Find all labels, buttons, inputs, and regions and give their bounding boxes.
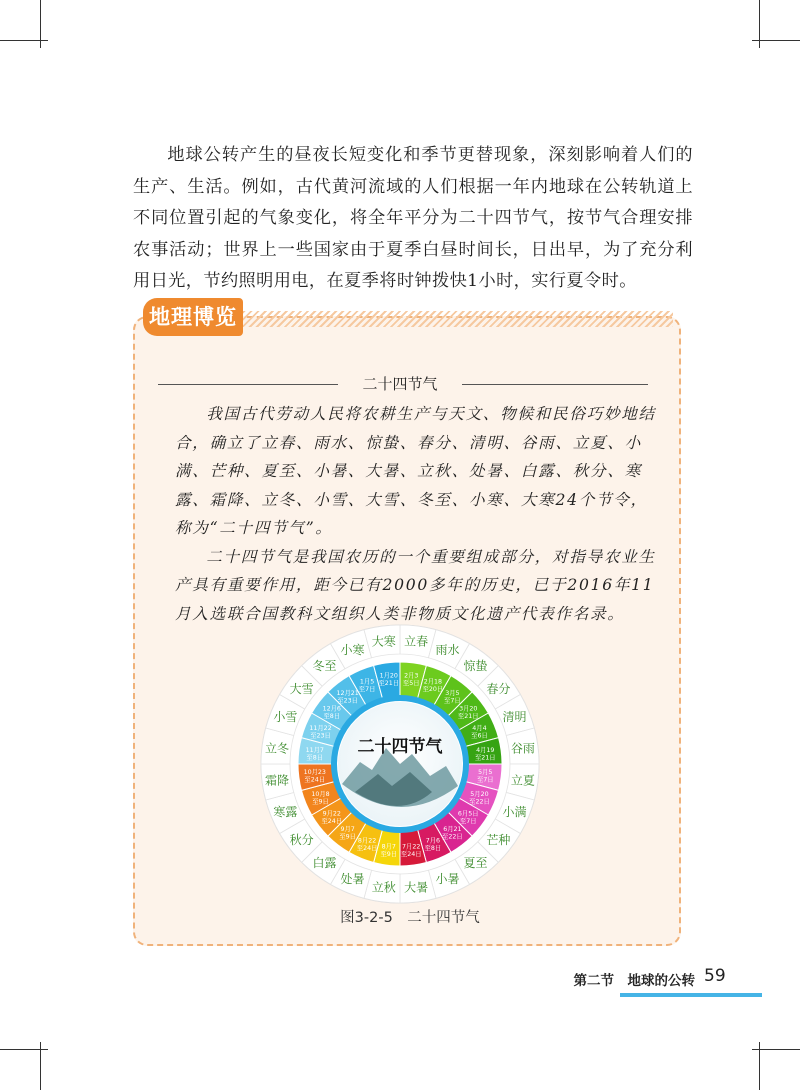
main-paragraph-text: 地球公转产生的昼夜长短变化和季节更替现象，深刻影响着人们的生产、生活。例如，古代黄河流域的人们根据一年内地球在公转轨道上不同位置引起的气象变化，将全年平分为二十四节气，按节气合理安排农事活动；世界上一些国家由于夏季白昼时间长，日出早，为了充分利用日光，节约照明用电，在夏季将时钟拨快1小时，实行夏令时。 xyxy=(133,145,693,291)
title-rule-left xyxy=(158,384,338,385)
term-name-label: 白露 xyxy=(312,855,337,870)
box-body xyxy=(175,400,665,628)
crop-mark xyxy=(0,40,48,41)
term-name-label: 小暑 xyxy=(435,872,460,887)
tab-stripe xyxy=(243,311,673,327)
term-name-label: 秋分 xyxy=(289,832,314,847)
term-name-label: 立夏 xyxy=(510,773,535,788)
term-date-label: 4月4 至6日 xyxy=(471,725,488,740)
term-name-label: 小满 xyxy=(502,804,527,819)
term-date-label: 6月5日至7日 xyxy=(457,810,479,825)
term-name-label: 寒露 xyxy=(273,804,298,819)
term-name-label: 春分 xyxy=(486,682,511,697)
crop-mark xyxy=(752,40,800,41)
term-name-label: 小寒 xyxy=(340,642,365,657)
crop-mark xyxy=(0,1049,48,1050)
term-name-label: 谷雨 xyxy=(510,741,535,756)
term-name-label: 夏至 xyxy=(463,855,488,870)
crop-mark xyxy=(752,1049,800,1050)
term-date-label: 12月21 至23日 xyxy=(336,689,359,705)
term-date-label: 8月22 至24日 xyxy=(356,837,378,852)
term-name-label: 立冬 xyxy=(265,741,290,756)
title-rule-right xyxy=(462,384,648,385)
term-date-label: 9月22 至24日 xyxy=(321,810,343,825)
term-name-label: 立秋 xyxy=(371,880,396,895)
term-date-label: 4月19 至21日 xyxy=(474,746,496,762)
term-name-label: 立春 xyxy=(404,634,429,649)
term-name-label: 大暑 xyxy=(404,880,429,895)
term-name-label: 大雪 xyxy=(289,682,314,697)
figure-caption: 图3-2-5 二十四节气 xyxy=(340,910,480,926)
term-date-label: 7月6 至8日 xyxy=(424,837,442,852)
term-date-label: 3月5 至7日 xyxy=(444,689,461,705)
page-number: 59 xyxy=(704,966,726,986)
term-date-label: 11月7 至8日 xyxy=(305,746,324,762)
term-name-label: 芒种 xyxy=(486,832,511,847)
term-date-label: 7月22 至24日 xyxy=(400,843,422,858)
term-name-label: 雨水 xyxy=(435,642,460,657)
solar-terms-wheel xyxy=(260,624,540,904)
term-date-label: 12月6 至8日 xyxy=(322,705,341,721)
term-date-label: 6月21 至22日 xyxy=(442,826,463,841)
term-date-label: 11月22 至23日 xyxy=(309,725,332,740)
term-date-label: 5月5 至7日 xyxy=(476,769,494,784)
term-date-label: 8月7 至9日 xyxy=(380,843,398,858)
term-name-label: 处暑 xyxy=(340,872,365,887)
term-name-label: 惊蛰 xyxy=(463,659,488,674)
term-date-label: 10月8 至9日 xyxy=(311,790,330,806)
wheel-center-label: 二十四节气 xyxy=(357,737,443,757)
box-paragraph-2: 二十四节气是我国农历的一个重要组成部分，对指导农业生产具有重要作用，距今已有2000多年的历史，已于2016年11月入选联合国教科文组织人类非物质文化遗产代表作名录。 xyxy=(175,547,656,623)
term-name-label: 霜降 xyxy=(265,773,290,788)
term-date-label: 5月20 至22日 xyxy=(469,790,490,806)
box-title: 二十四节气 xyxy=(362,375,438,393)
footer-section: 第二节 地球的公转 xyxy=(573,973,695,989)
term-name-label: 冬至 xyxy=(312,659,337,674)
term-date-label: 3月20 至21日 xyxy=(457,705,479,721)
term-name-label: 大寒 xyxy=(371,634,396,649)
term-date-label: 1月20 至21日 xyxy=(378,672,400,688)
term-name-label: 清明 xyxy=(502,710,527,725)
box-tab-label: 地理博览 xyxy=(143,298,243,336)
term-date-label: 2月3 至5日 xyxy=(402,672,420,688)
term-date-label: 2月18 至20日 xyxy=(422,678,444,694)
term-date-label: 9月7 至9日 xyxy=(339,826,356,841)
term-date-label: 1月5 至7日 xyxy=(358,678,376,694)
term-date-label: 10月23 至24日 xyxy=(303,769,326,784)
footer-bar xyxy=(620,993,762,997)
main-paragraph xyxy=(133,140,693,298)
box-paragraph-1: 我国古代劳动人民将农耕生产与天文、物候和民俗巧妙地结合，确立了立春、雨水、惊蛰、春分、清明、谷雨、立夏、小满、芒种、夏至、小暑、大暑、立秋、处暑、白露、秋分、寒露、霜降、立冬、小雪、大雪、冬至、小寒、大寒24个节令，称为“二十四节气”。 xyxy=(175,405,656,537)
term-name-label: 小雪 xyxy=(273,710,298,725)
